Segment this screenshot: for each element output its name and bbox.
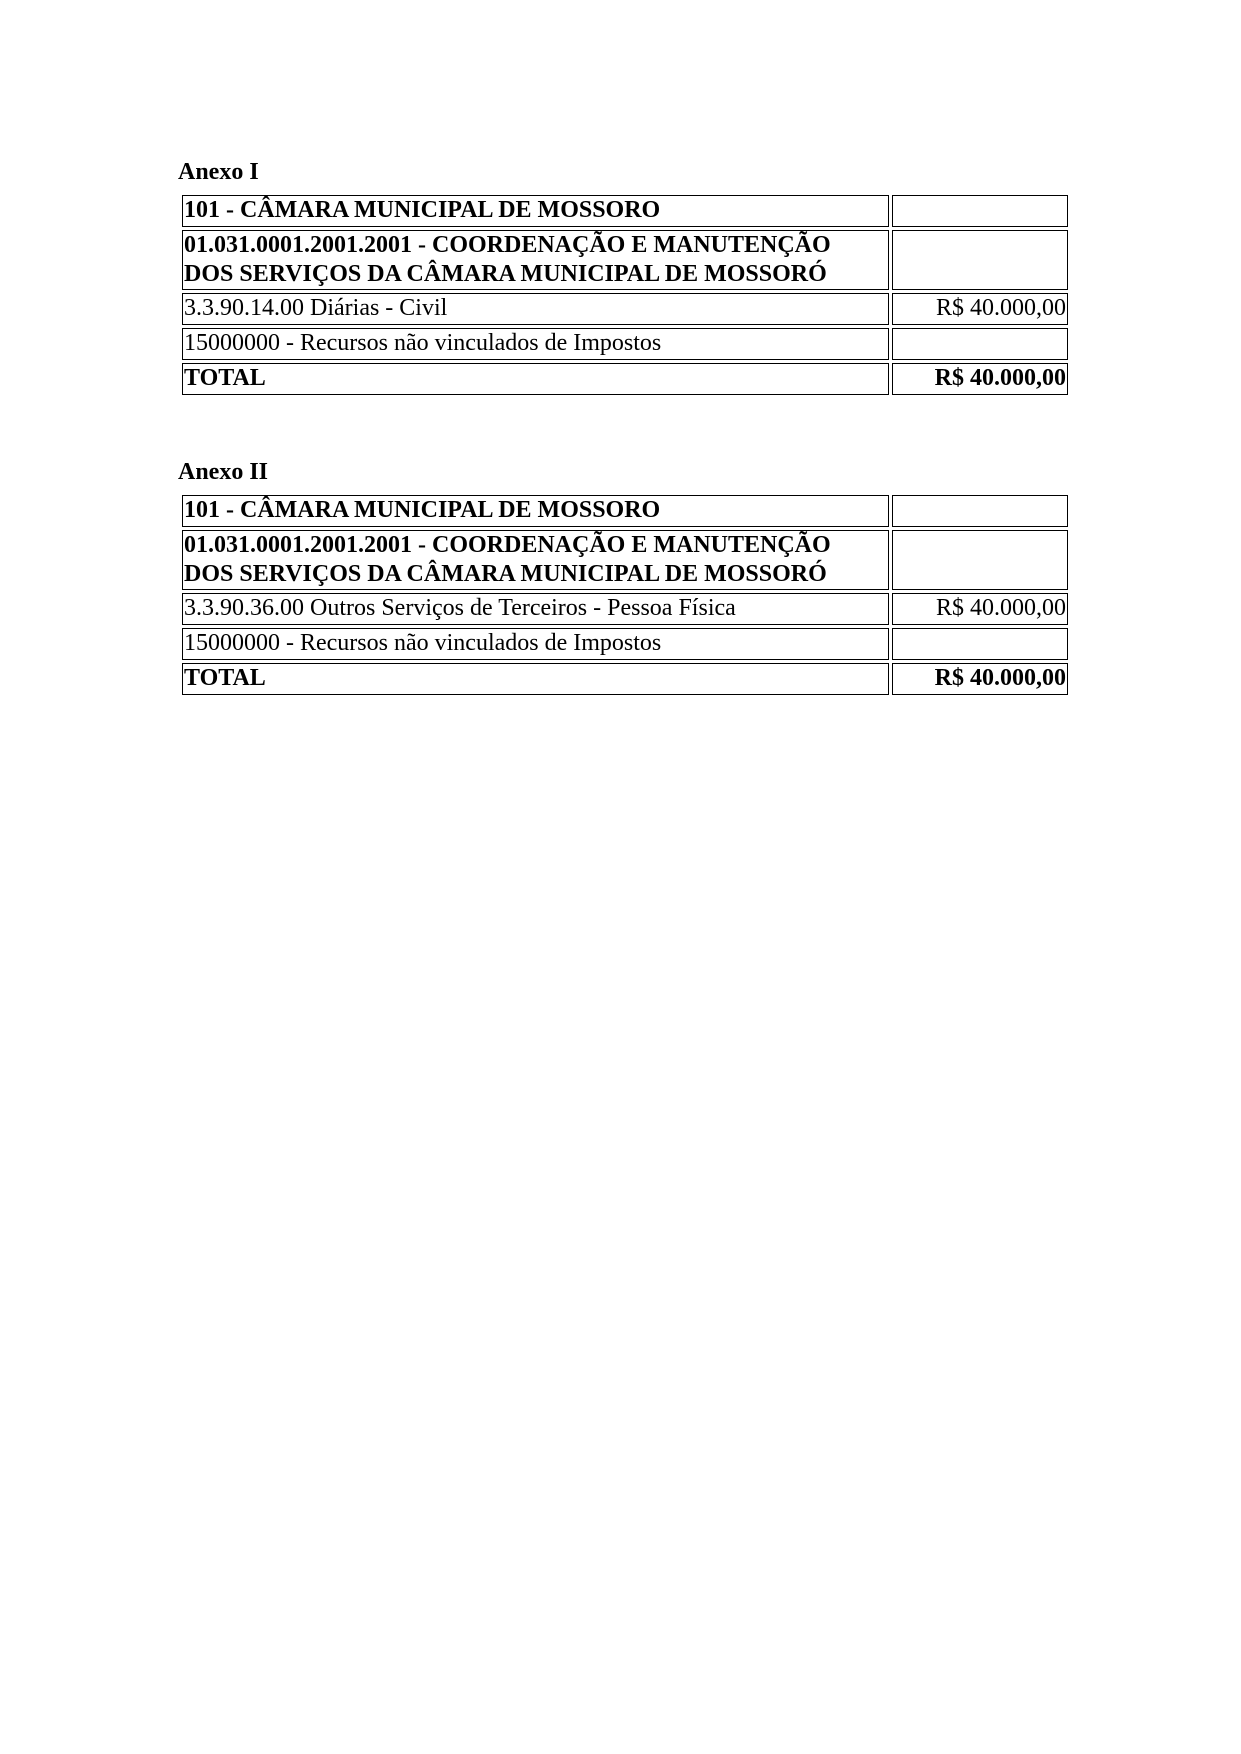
empty-value-cell xyxy=(892,530,1068,590)
total-row xyxy=(182,363,1068,395)
action-line-1: 01.031.0001.2001.2001 - COORDENAÇÃO E MANUTENÇÃO xyxy=(184,532,831,558)
annex-title: Anexo II xyxy=(178,459,269,485)
expense-row xyxy=(182,593,1068,625)
expense-value-cell: R$ 40.000,00 xyxy=(892,593,1068,625)
action-line-2: DOS SERVIÇOS DA CÂMARA MUNICIPAL DE MOSSORÓ xyxy=(184,261,827,287)
unit-row xyxy=(182,495,1068,527)
expense-cell: 3.3.90.36.00 Outros Serviços de Terceiros - Pessoa Física xyxy=(182,593,889,625)
expense-row xyxy=(182,293,1068,325)
empty-value-cell xyxy=(892,230,1068,290)
action-row xyxy=(182,530,1068,590)
annex-section xyxy=(178,458,1068,698)
unit-cell: 101 - CÂMARA MUNICIPAL DE MOSSORO xyxy=(182,495,889,527)
total-value-cell: R$ 40.000,00 xyxy=(892,663,1068,695)
action-row xyxy=(182,230,1068,290)
action-line-2: DOS SERVIÇOS DA CÂMARA MUNICIPAL DE MOSSORÓ xyxy=(184,561,827,587)
unit-cell: 101 - CÂMARA MUNICIPAL DE MOSSORO xyxy=(182,195,889,227)
expense-value-cell: R$ 40.000,00 xyxy=(892,293,1068,325)
unit-row xyxy=(182,195,1068,227)
empty-value-cell xyxy=(892,495,1068,527)
action-line-1: 01.031.0001.2001.2001 - COORDENAÇÃO E MANUTENÇÃO xyxy=(184,232,831,258)
action-cell xyxy=(182,230,889,290)
expense-cell: 3.3.90.14.00 Diárias - Civil xyxy=(182,293,889,325)
budget-table xyxy=(179,492,1071,698)
source-cell: 15000000 - Recursos não vinculados de Impostos xyxy=(182,628,889,660)
annex-section xyxy=(178,158,1068,398)
total-row xyxy=(182,663,1068,695)
empty-value-cell xyxy=(892,195,1068,227)
source-row xyxy=(182,328,1068,360)
budget-table xyxy=(179,192,1071,398)
action-cell xyxy=(182,530,889,590)
total-label-cell: TOTAL xyxy=(182,663,889,695)
source-row xyxy=(182,628,1068,660)
empty-value-cell xyxy=(892,628,1068,660)
total-value-cell: R$ 40.000,00 xyxy=(892,363,1068,395)
total-label-cell: TOTAL xyxy=(182,363,889,395)
annex-title: Anexo I xyxy=(178,159,259,185)
source-cell: 15000000 - Recursos não vinculados de Impostos xyxy=(182,328,889,360)
empty-value-cell xyxy=(892,328,1068,360)
